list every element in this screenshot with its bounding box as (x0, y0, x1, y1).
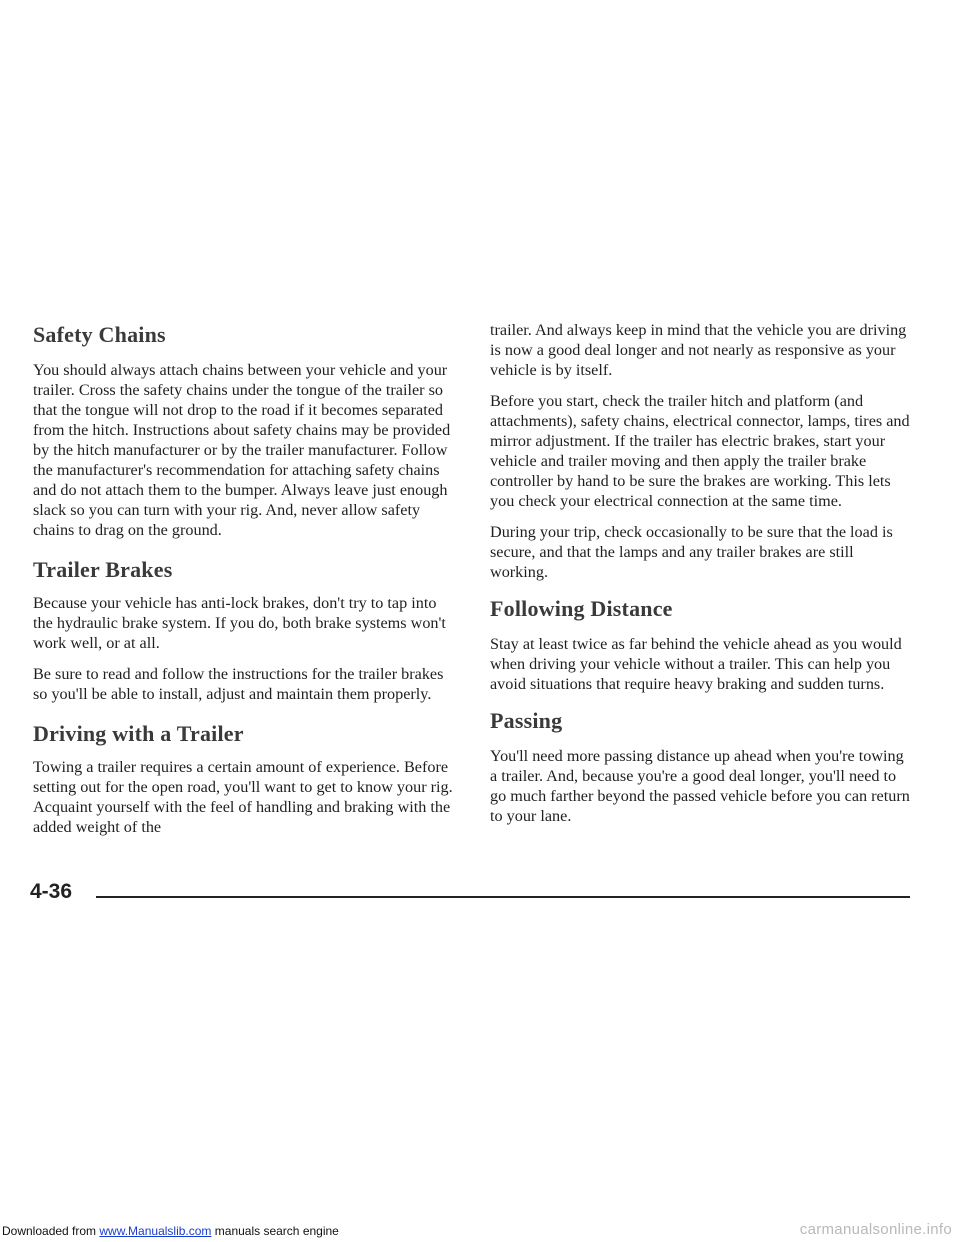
paragraph-continued-3: During your trip, check occasionally to be sure that the load is secure, and that the lamps and any trailer brakes are still working. (490, 523, 893, 581)
paragraph-trailer-brakes-2: Be sure to read and follow the instructions for the trailer brakes so you'll be able to install, adjust and maintain them properly. (33, 665, 444, 703)
heading-trailer-brakes: Trailer Brakes (33, 557, 173, 582)
paragraph-trailer-brakes-1: Because your vehicle has anti-lock brakes, don't try to tap into the hydraulic brake system. If you do, both brake systems won't work well, or at all. (33, 594, 446, 652)
footer-suffix: manuals search engine (211, 1224, 339, 1238)
page-number: 4-36 (30, 880, 73, 903)
paragraph-driving-with-trailer: Towing a trailer requires a certain amount of experience. Before setting out for the open road, you'll want to get to know your rig. Acquaint yourself with the feel of handling and braking with the added weight of the (33, 758, 453, 836)
download-footer (2, 1224, 339, 1238)
footer-prefix: Downloaded from (2, 1224, 100, 1238)
paragraph-passing: You'll need more passing distance up ahead when you're towing a trailer. And, because you're a good deal longer, you'll need to go much farther beyond the passed vehicle before you can return to your lane. (490, 747, 910, 825)
manualslib-link[interactable]: www.Manualslib.com (99, 1224, 212, 1238)
footer-rule (96, 896, 910, 898)
heading-passing: Passing (490, 708, 563, 733)
paragraph-continued-1: trailer. And always keep in mind that the vehicle you are driving is now a good deal longer and not nearly as responsive as your vehicle is by itself. (490, 321, 907, 379)
heading-following-distance: Following Distance (490, 596, 673, 621)
watermark-text: carmanualsonline.info (799, 1221, 952, 1238)
paragraph-following-distance: Stay at least twice as far behind the vehicle ahead as you would when driving your vehicle without a trailer. This can help you avoid situations that require heavy braking and sudden turns. (490, 635, 902, 693)
heading-safety-chains: Safety Chains (33, 322, 166, 347)
right-column (490, 320, 910, 837)
heading-driving-with-trailer: Driving with a Trailer (33, 721, 244, 746)
left-column (33, 318, 458, 848)
paragraph-continued-2: Before you start, check the trailer hitch and platform (and attachments), safety chains, electrical connector, lamps, tires and mirror adjustment. If the trailer has electric brakes, start your vehicle and trailer moving and then apply the trailer brake controller by hand to be sure the brakes are working. This lets you check your electrical connection at the same time. (490, 392, 910, 510)
paragraph-safety-chains: You should always attach chains between your vehicle and your trailer. Cross the safety chains under the tongue of the trailer so that the tongue will not drop to the road if it becomes separated from the hitch. Instructions about safety chains may be provided by the hitch manufacturer or by the trailer manufacturer. Follow the manufacturer's recommendation for attaching safety chains and do not attach them to the bumper. Always leave just enough slack so you can turn with your rig. And, never allow safety chains to drag on the ground. (33, 361, 451, 539)
